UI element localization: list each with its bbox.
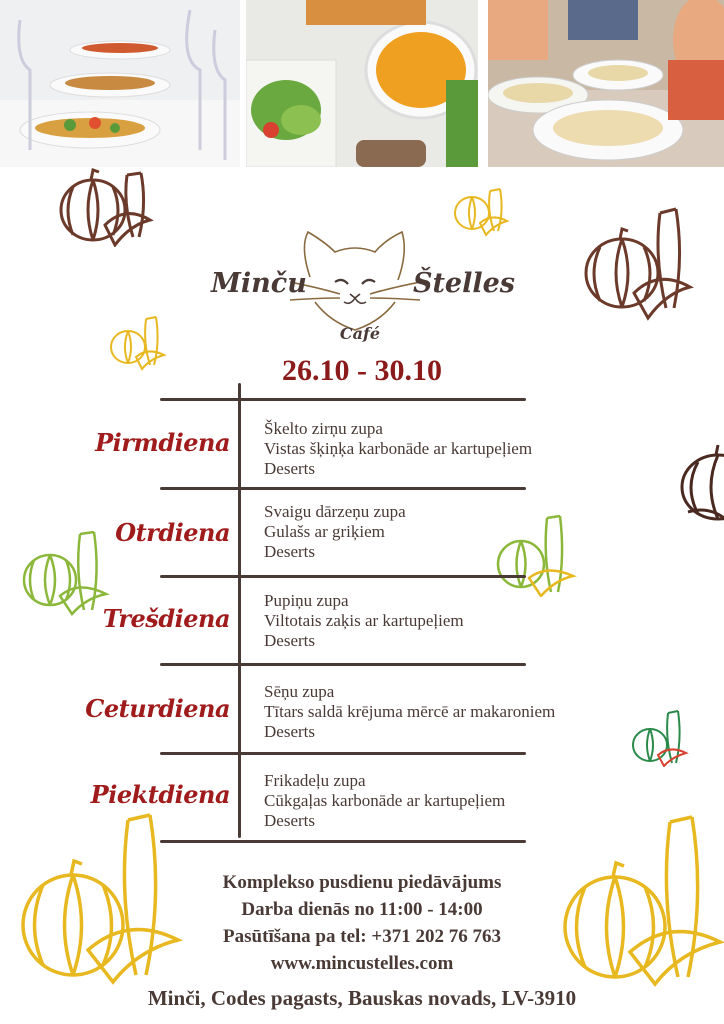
website-link[interactable]: www.mincustelles.com [270,953,454,974]
cat-face-icon [290,222,420,332]
dish-item: Viltotais zaķis ar kartupeļiem [264,611,464,630]
pumpkin-icon [630,707,690,767]
dish-item: Gulašs ar griķiem [264,522,385,541]
dish-item: Pupiņu zupa [264,591,349,610]
dish-item: Tītars saldā krējuma mērcē ar makaroniem [264,702,556,721]
dish-item: Svaigu dārzeņu zupa [264,502,406,521]
offer-title: Komplekso pusdienu piedāvājums [222,872,502,893]
menu-divider [160,840,526,843]
dish-item: Deserts [264,542,315,561]
dish-item: Vistas šķiņķa karbonāde ar kartupeļiem [264,439,533,458]
logo-word-left: Minču [211,268,307,299]
soup-salad-photo [246,0,478,167]
dish-item: Škelto zirņu zupa [264,419,383,438]
day-dishes-tuesday [264,502,406,562]
menu-divider [160,575,526,578]
pumpkin-icon [678,442,724,528]
dish-item: Cūkgaļas karbonāde ar kartupeļiem [264,791,506,810]
cafe-logo [205,222,515,352]
dish-item: Sēņu zupa [264,682,335,701]
day-dishes-monday [264,419,532,479]
catering-table-photo [0,0,240,167]
day-name-wednesday: Trešdiena [102,604,230,633]
people-eating-pasta-photo [488,0,724,167]
day-name-thursday: Ceturdiena [85,694,230,723]
day-name-monday: Pirmdiena [95,428,230,457]
logo-subtitle: Café [339,324,381,343]
dish-item: Deserts [264,631,315,650]
date-range: 26.10 - 30.10 [282,354,442,387]
day-dishes-thursday [264,682,555,742]
day-dishes-wednesday [264,591,464,651]
day-name-friday: Piektdiena [90,780,230,809]
pumpkin-icon [55,165,165,247]
working-hours: Darba dienās no 11:00 - 14:00 [241,899,483,920]
logo-word-right: Štelles [412,268,515,299]
menu-divider [160,398,526,401]
menu-divider [160,663,526,666]
footer-info [0,869,724,977]
pumpkin-icon [495,512,577,597]
dish-item: Deserts [264,811,315,830]
menu-vertical-divider [238,383,241,838]
address: Minči, Codes pagasts, Bauskas novads, LV-3910 [147,986,577,1010]
dish-item: Frikadeļu zupa [264,771,366,790]
pumpkin-icon [580,203,695,323]
menu-divider [160,487,526,490]
order-phone[interactable]: Pasūtīšana pa tel: +371 202 76 763 [223,926,501,947]
day-dishes-friday [264,771,505,831]
dish-item: Deserts [264,459,315,478]
dish-item: Deserts [264,722,315,741]
day-name-tuesday: Otrdiena [115,518,230,547]
menu-divider [160,752,526,755]
